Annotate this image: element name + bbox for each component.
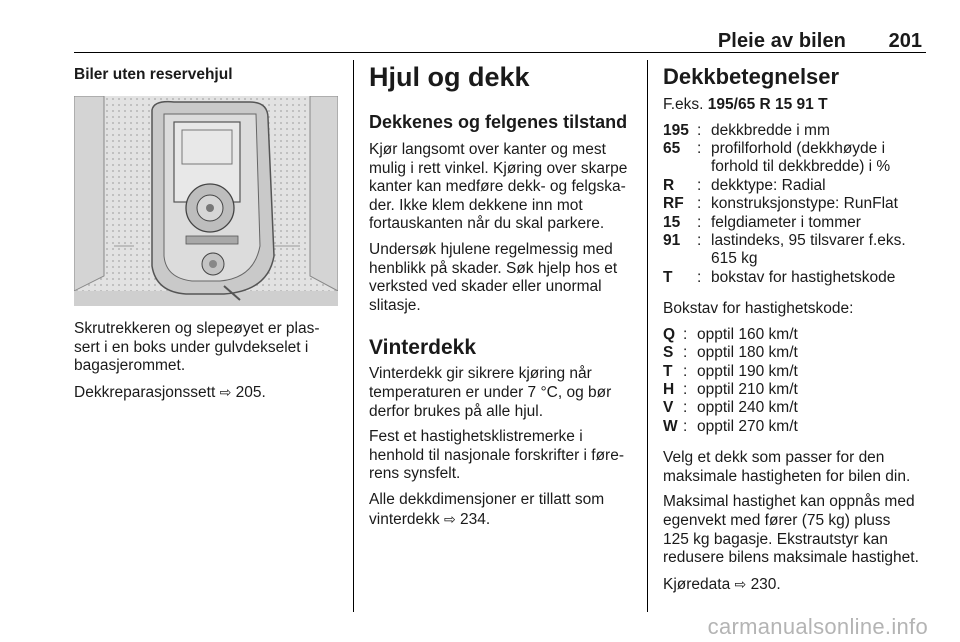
designation-row-value: lastindeks, 95 tilsvarer f.eks. 615 kg [711, 232, 906, 268]
designation-row [663, 269, 906, 287]
page-ref-arrow-icon: ⇨ [219, 383, 232, 400]
designation-row-key: T [663, 268, 673, 286]
speed-row-value: opptil 210 km/t [697, 381, 798, 399]
winter-para-3 [369, 491, 639, 529]
page-number: 201 [888, 30, 922, 52]
speed-row-value: opptil 160 km/t [697, 325, 798, 343]
designation-row-value: konstruksjonstype: RunFlat [711, 195, 898, 213]
repair-kit-ref [74, 383, 349, 403]
speed-para-2: Maksimal hastighet kan oppnås med egenvekt med fører (75 kg) pluss 125 kg bagasje. Ekstrautstyr kan redusere bilens maksimale hastighet. [663, 493, 919, 567]
colon-separator: : [683, 325, 688, 343]
winter-para-1: Vinterdekk gir sikrere kjøring når temperaturen er under 7 °C, og bør derfor brukes på alle hjul. [369, 365, 612, 420]
designation-row [663, 177, 906, 195]
designation-row-value: dekkbredde i mm [711, 121, 830, 139]
colon-separator: : [697, 213, 702, 231]
colon-separator: : [683, 344, 688, 362]
speed-row-value: opptil 180 km/t [697, 344, 798, 362]
spare-well-illustration [74, 96, 338, 306]
colon-separator: : [683, 417, 688, 435]
colon-separator: : [683, 399, 688, 417]
designation-row-key: 195 [663, 121, 689, 139]
example-value: 195/65 R 15 91 T [707, 96, 828, 113]
speed-row [663, 326, 798, 344]
page-ref-arrow-icon: ⇨ [443, 510, 456, 527]
designation-row-key: 15 [663, 213, 681, 231]
trunk-photo [74, 96, 338, 306]
speed-row-key: S [663, 344, 674, 362]
colon-separator: : [697, 232, 702, 250]
designation-table [663, 122, 906, 288]
driving-data-page[interactable]: 230. [750, 575, 781, 593]
page-title: Pleie av bilen [717, 30, 846, 52]
colon-separator: : [697, 195, 702, 213]
designation-row [663, 214, 906, 232]
speed-row-value: opptil 240 km/t [697, 399, 798, 417]
designation-row-value: bokstav for hastighetskode [711, 268, 896, 286]
repair-kit-page[interactable]: 205. [235, 383, 266, 401]
middle-column [369, 62, 639, 529]
designation-row [663, 122, 906, 140]
repair-kit-label: Dekkreparasjonssett [74, 383, 216, 401]
designation-row-value: dekktype: Radial [711, 176, 826, 194]
condition-heading: Dekkenes og felgenes tilstand [369, 112, 628, 132]
speed-row [663, 418, 798, 436]
speed-row [663, 344, 798, 362]
designation-row-key: RF [663, 195, 684, 213]
speed-row [663, 363, 798, 381]
speed-row-value: opptil 270 km/t [697, 417, 798, 435]
speed-row-value: opptil 190 km/t [697, 362, 798, 380]
colon-separator: : [697, 176, 702, 194]
header-rule [74, 52, 926, 53]
winter-heading: Vinterdekk [369, 336, 476, 360]
storage-note: Skrutrekkeren og slepeøyet er plas- sert i en boks under gulvdekselet i bagasjerommet. [74, 320, 320, 375]
speed-row-key: H [663, 381, 675, 399]
colon-separator: : [683, 362, 688, 380]
example-line [663, 96, 933, 115]
winter-size-text: Alle dekkdimensjoner er tillatt som vinterdekk [369, 490, 605, 528]
column-divider-left [353, 60, 354, 612]
left-body [74, 320, 349, 402]
column-divider-right [647, 60, 648, 612]
right-column [663, 64, 933, 594]
designation-row-key: R [663, 176, 675, 194]
driving-data-label: Kjøredata [663, 575, 731, 593]
watermark: carmanualsonline.info [707, 614, 928, 639]
speed-intro: Bokstav for hastighetskode: [663, 300, 854, 318]
colon-separator: : [697, 121, 702, 139]
designation-row [663, 140, 906, 177]
designation-row [663, 232, 906, 269]
driving-data-ref [663, 575, 933, 595]
example-prefix: F.eks. [663, 96, 704, 113]
colon-separator: : [683, 381, 688, 399]
page-ref-arrow-icon: ⇨ [734, 575, 747, 592]
speed-row [663, 399, 798, 417]
speed-row-key: T [663, 362, 673, 380]
page-header [74, 30, 926, 52]
speed-row [663, 381, 798, 399]
winter-para-2: Fest et hastighetsklistremerke i henhold til nasjonale forskrifter i føre- rens synsfelt. [369, 428, 625, 483]
chapter-title: Hjul og dekk [369, 62, 530, 92]
winter-page-ref[interactable]: 234. [460, 510, 491, 528]
designation-row-value: profilforhold (dekkhøyde i forhold til dekkbredde) i % [711, 140, 891, 176]
designation-row-key: 65 [663, 140, 681, 157]
speed-row-key: W [663, 417, 678, 435]
designation-row-key: 91 [663, 232, 681, 250]
speed-table [663, 326, 798, 436]
condition-para-1: Kjør langsomt over kanter og mest mulig i rett vinkel. Kjøring over skarpe kanter kan medføre dekk- og felgska- der. Ikke klem dekkene inn mot fortauskanten når du skal parkere. [369, 141, 628, 233]
designation-row-value: felgdiameter i tommer [711, 213, 861, 231]
section-heading: Biler uten reservehjul [74, 66, 233, 83]
designation-heading: Dekkbetegnelser [663, 64, 840, 89]
colon-separator: : [697, 268, 702, 286]
speed-row-key: V [663, 399, 674, 417]
designation-row [663, 195, 906, 213]
left-column [74, 66, 344, 84]
speed-para-1: Velg et dekk som passer for den maksimale hastigheten for bilen din. [663, 449, 911, 485]
colon-separator: : [697, 140, 702, 157]
condition-para-2: Undersøk hjulene regelmessig med henblikk på skader. Søk hjelp hos et verksted ved skader eller unormal slitasje. [369, 240, 618, 314]
speed-row-key: Q [663, 325, 676, 343]
